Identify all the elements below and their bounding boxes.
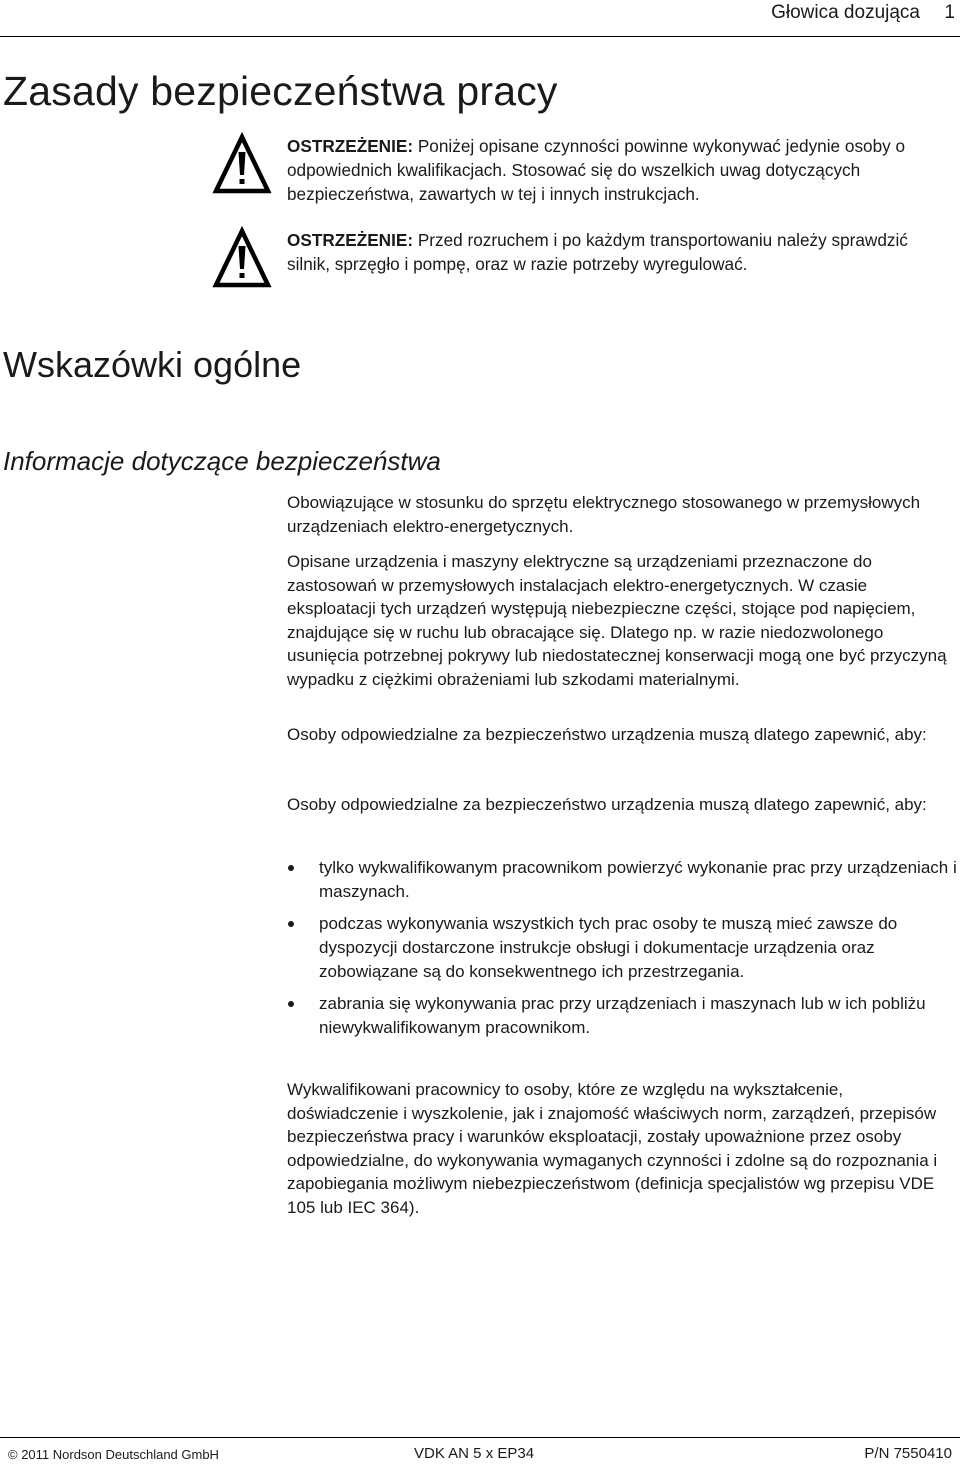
paragraph: Osoby odpowiedzialne za bezpieczeństwo urządzenia muszą dlatego zapewnić, aby: xyxy=(287,795,927,814)
bullet-list xyxy=(287,856,957,1048)
paragraph: Opisane urządzenia i maszyny elektryczne są urządzeniami przeznaczone do zastosowań w przemysłowych instalacjach elektro-energetycznych. W czasie eksploatacji tych urządzeń występują niebezpieczne części, stojące pod napięciem, znajdujące się w ruchu lub obracające się. Dlatego np. w razie niedozwolonego usunięcia potrzebnej pokrywy lub niedostatecznej konserwacji mogą one być przyczyną wypadku z ciężkimi obrażeniami lub szkodami materialnymi. xyxy=(287,552,947,689)
page-number: 1 xyxy=(944,2,955,23)
page-title: Zasady bezpieczeństwa pracy xyxy=(3,68,558,114)
subsection-heading: Informacje dotyczące bezpieczeństwa xyxy=(3,446,441,476)
bullet-dot xyxy=(288,1001,294,1007)
list-item-text: tylko wykwalifikowanym pracownikom powierzyć wykonanie prac przy urządzeniach i maszynach. xyxy=(319,858,957,901)
bullet-dot xyxy=(288,865,294,871)
header-divider xyxy=(0,36,960,37)
warning-block-2 xyxy=(287,228,947,276)
warning-text: Przed rozruchem i po każdym transportowaniu należy sprawdzić silnik, sprzęgło i pompę, oraz w razie potrzeby wyregulować. xyxy=(287,230,908,274)
warning-label: OSTRZEŻENIE: xyxy=(287,230,414,250)
warning-text: Poniżej opisane czynności powinne wykonywać jedynie osoby o odpowiednich kwalifikacjach. Stosować się do wszelkich uwag dotyczących bezpieczeństwa, zawartych w tej i innych instrukcjach. xyxy=(287,136,906,204)
section-heading: Wskazówki ogólne xyxy=(3,344,302,385)
running-header-title: Głowica dozująca xyxy=(771,2,920,23)
paragraph: Obowiązujące w stosunku do sprzętu elektrycznego stosowanego w przemysłowych urządzeniach elektro-energetycznych. xyxy=(287,493,921,536)
list-item-text: podczas wykonywania wszystkich tych prac osoby te muszą mieć zawsze do dyspozycji dostarczone instrukcje obsługi i dokumentacje urządzenia oraz zobowiązane są do konsekwentnego ich przestrzegania. xyxy=(319,914,898,981)
warning-label: OSTRZEŻENIE: xyxy=(287,136,414,156)
bullet-dot xyxy=(288,921,294,927)
footer-divider xyxy=(0,1437,960,1438)
list-item xyxy=(287,992,957,1040)
footer-part-number: P/N 7550410 xyxy=(864,1445,952,1462)
list-item-text: zabrania się wykonywania prac przy urządzeniach i maszynach lub w ich pobliżu niewykwalifikowanym pracownikom. xyxy=(319,994,926,1037)
warning-triangle-icon xyxy=(212,226,272,290)
closing-paragraph: Wykwalifikowani pracownicy to osoby, które ze względu na wykształcenie, doświadczenie i wyszkolenie, jak i znajomość właściwych norm, zarządzeń, przepisów bezpieczeństwa pracy i warunków eksploatacji, zostały upoważnione przez osoby odpowiedzialne, do wykonywania wymaganych czynności i zdolne są do rozpoznania i zapobiegania możliwym niebezpieczeństwom (definicja specjalistów wg przepisu VDE 105 lub IEC 364). xyxy=(287,1080,938,1217)
footer-copyright: © 2011 Nordson Deutschland GmbH xyxy=(8,1447,219,1462)
paragraph: Osoby odpowiedzialne za bezpieczeństwo urządzenia muszą dlatego zapewnić, aby: xyxy=(287,725,927,744)
warning-triangle-icon xyxy=(212,132,272,196)
footer-document-code: VDK AN 5 x EP34 xyxy=(414,1445,535,1462)
list-item xyxy=(287,912,957,984)
warning-block-1 xyxy=(287,134,947,206)
list-item xyxy=(287,856,957,904)
